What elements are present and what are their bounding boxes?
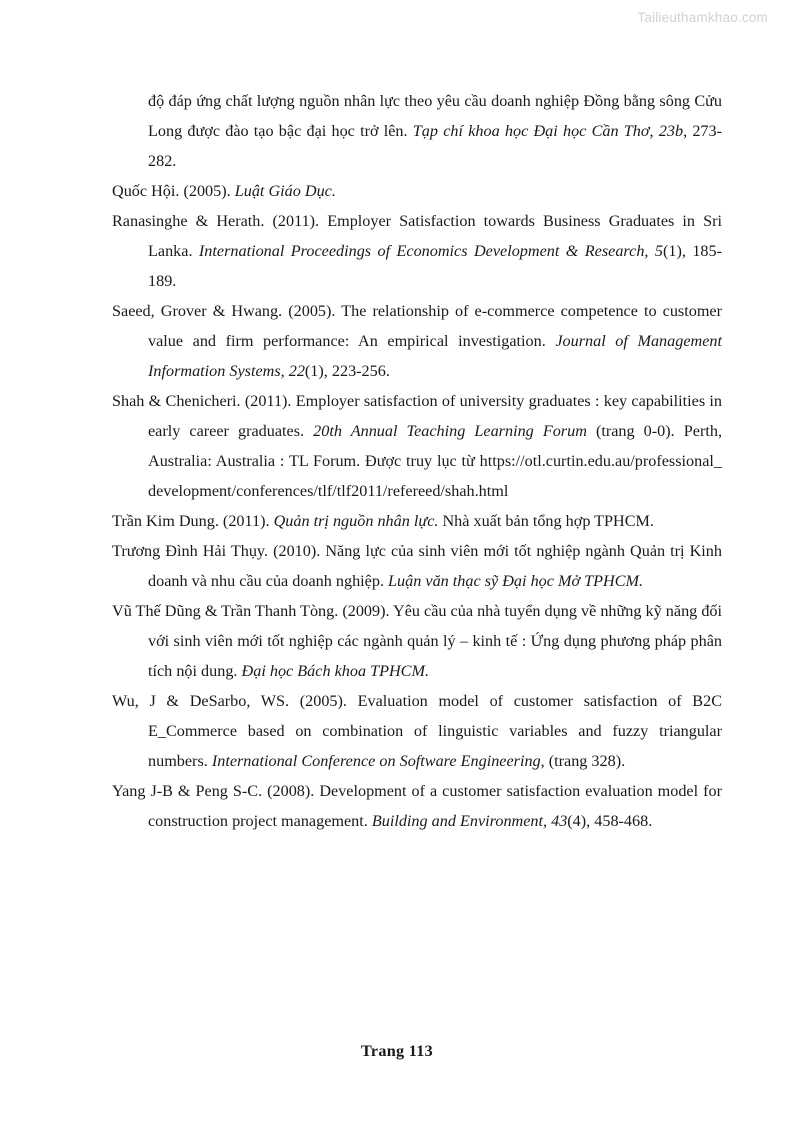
reference-text: (trang 0-0). Perth, Australia: Australia : TL Forum. Được truy lục từ	[148, 422, 722, 470]
reference-text: , 273-282.	[148, 122, 723, 170]
reference-entry	[112, 296, 722, 386]
reference-title-italic: Quản trị nguồn nhân lực.	[273, 512, 439, 530]
reference-text: độ đáp ứng chất lượng nguồn nhân lực theo yêu cầu doanh nghiệp Đồng bằng sông Cửu Long được đào tạo bậc đại học trở lên.	[148, 92, 722, 140]
reference-title-italic: Đại học Bách khoa TPHCM.	[241, 662, 430, 680]
reference-title-italic: Tạp chí khoa học Đại học Cần Thơ, 23b	[412, 122, 684, 140]
reference-entry	[112, 86, 722, 176]
reference-text: Wu, J & DeSarbo, WS. (2005). Evaluation model of customer satisfaction of B2C E_Commerce based on combination of linguistic variables and fuzzy triangular numbers.	[112, 692, 722, 770]
reference-entry	[112, 686, 722, 776]
reference-title-italic: Building and Environment, 43	[371, 812, 568, 830]
reference-text: , (trang 328).	[540, 752, 626, 770]
reference-url[interactable]: https://otl.curtin.edu.au/professional_development/conferences/tlf/tlf2011/refereed/shah.html	[148, 452, 722, 500]
reference-title-italic: International Proceedings of Economics Development & Research, 5	[198, 242, 663, 260]
reference-entry	[112, 176, 722, 206]
reference-text: Vũ Thế Dũng & Trần Thanh Tòng. (2009). Yêu cầu của nhà tuyển dụng về những kỹ năng đối với sinh viên mới tốt nghiệp các ngành quản lý – kinh tế : Ứng dụng phương pháp phân tích nội dung.	[112, 602, 722, 680]
page-number-footer: Trang 113	[360, 1042, 434, 1060]
reference-entry	[112, 386, 722, 506]
reference-text: Trương Đình Hải Thụy. (2010). Năng lực của sinh viên mới tốt nghiệp ngành Quản trị Kinh doanh và nhu cầu của doanh nghiệp.	[112, 542, 722, 590]
reference-text: Nhà xuất bản tổng hợp TPHCM.	[438, 512, 654, 530]
reference-title-italic: Luận văn thạc sỹ Đại học Mở TPHCM.	[388, 572, 644, 590]
reference-title-italic: 20th Annual Teaching Learning Forum	[313, 422, 587, 440]
reference-text: Yang J-B & Peng S-C. (2008). Development of a customer satisfaction evaluation model for construction project management.	[112, 782, 722, 830]
site-watermark: Tailieuthamkhao.com	[637, 10, 768, 25]
reference-text: (1), 223-256.	[304, 362, 390, 380]
reference-entry	[112, 536, 722, 596]
bibliography-list	[112, 86, 722, 836]
reference-text: (4), 458-468.	[567, 812, 653, 830]
reference-text: (1), 185-189.	[148, 242, 722, 290]
reference-title-italic: International Conference on Software Engineering	[211, 752, 541, 770]
reference-text: Quốc Hội. (2005).	[112, 182, 235, 200]
reference-text: Ranasinghe & Herath. (2011). Employer Satisfaction towards Business Graduates in Sri Lanka.	[112, 212, 722, 260]
reference-entry	[112, 596, 722, 686]
reference-title-italic: Luật Giáo Dục.	[234, 182, 336, 200]
reference-entry	[112, 206, 722, 296]
reference-entry	[112, 506, 722, 536]
reference-text: Shah & Chenicheri. (2011). Employer satisfaction of university graduates : key capabilities in early career graduates.	[112, 392, 722, 440]
reference-title-italic: Journal of Management Information Systems, 22	[148, 332, 722, 380]
reference-text: Saeed, Grover & Hwang. (2005). The relationship of e-commerce competence to customer value and firm performance: An empirical investigation.	[112, 302, 722, 350]
reference-entry	[112, 776, 722, 836]
reference-text: Trần Kim Dung. (2011).	[112, 512, 274, 530]
